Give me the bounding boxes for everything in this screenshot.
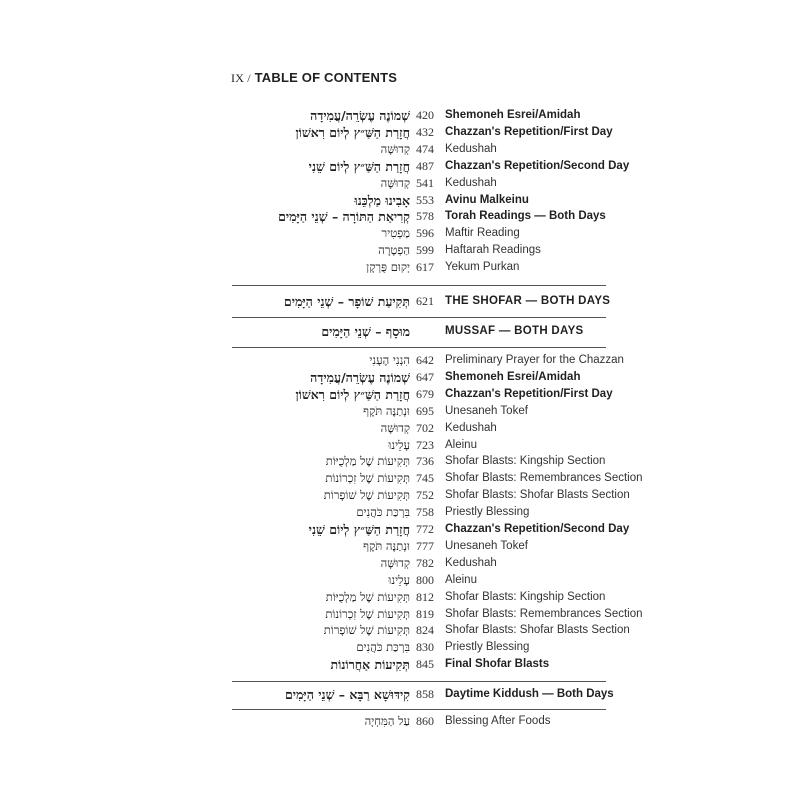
toc-entry <box>0 453 800 470</box>
english-title: Avinu Malkeinu <box>445 193 529 206</box>
toc-entry <box>0 386 800 403</box>
page-number: 782 <box>416 555 434 570</box>
english-title: Final Shofar Blasts <box>445 658 550 671</box>
page-number: 752 <box>416 488 434 503</box>
page-number: 553 <box>416 192 434 207</box>
page-number: 679 <box>416 386 434 401</box>
page-number: 695 <box>416 403 434 418</box>
hebrew-title: קְדוּשָּׁה <box>380 141 410 156</box>
hebrew-title: תְּקִיעוֹת שֶׁל שׁוֹפָרוֹת <box>323 488 410 503</box>
english-title: Shofar Blasts: Shofar Blasts Section <box>445 489 630 502</box>
hebrew-title: קְרִיאַת הַתּוֹרָה – שְׁנֵי הַיָּמִים <box>278 209 410 225</box>
hebrew-title: עַל הַמִּחְיָה <box>364 714 410 728</box>
english-title: Shofar Blasts: Remembrances Section <box>445 607 643 620</box>
toc-entry <box>0 403 800 420</box>
english-title: Unesaneh Tokef <box>445 404 528 417</box>
page-number: 599 <box>416 243 434 258</box>
hebrew-title: שְׁמוֹנֶה עֶשְׂרֵה/עֲמִידָה <box>310 108 410 123</box>
hebrew-title: קִידּוּשָׁא רַבָּא – שְׁנֵי הַיָּמִים <box>284 687 410 702</box>
english-title: Maftir Reading <box>445 227 520 240</box>
hebrew-title: וּנְתַנֶּה תֹּקֶף <box>363 403 410 418</box>
page-number: 642 <box>416 353 434 367</box>
hebrew-title: תְּקִיעוֹת שֶׁל זִכְרוֹנוֹת <box>325 471 410 486</box>
english-title: THE SHOFAR — BOTH DAYS <box>445 295 611 307</box>
page-number: 830 <box>416 640 434 655</box>
page-number: 758 <box>416 505 434 520</box>
page-number: 860 <box>416 714 434 728</box>
english-title: Chazzan's Repetition/Second Day <box>445 523 630 535</box>
english-title: Chazzan's Repetition/Second Day <box>445 159 630 172</box>
section-divider <box>232 709 606 710</box>
toc-entry <box>0 242 800 259</box>
hebrew-title: חֲזָרַת הַשַּׁ״ץ לְיוֹם שֵׁנִי <box>308 522 410 537</box>
page-number: 617 <box>416 260 434 275</box>
page-number: 723 <box>416 437 434 452</box>
toc-entry <box>0 175 800 192</box>
section-divider <box>232 317 606 318</box>
page-number: 432 <box>416 124 434 139</box>
english-title: Shemoneh Esrei/Amidah <box>445 370 581 383</box>
toc-entry <box>0 437 800 454</box>
toc-entry <box>0 259 800 276</box>
toc-entry <box>0 656 800 673</box>
toc-entry <box>0 141 800 158</box>
hebrew-title: חֲזָרַת הַשַּׁ״ץ לְיוֹם רִאשׁוֹן <box>295 124 410 140</box>
english-title: Aleinu <box>445 573 477 586</box>
page-title: TABLE OF CONTENTS <box>254 70 398 85</box>
toc-entry <box>0 124 800 141</box>
toc-entry <box>0 606 800 623</box>
english-title: Priestly Blessing <box>445 641 530 654</box>
english-title: Torah Readings — Both Days <box>445 210 606 223</box>
english-title: Kedushah <box>445 176 497 189</box>
page-number: 487 <box>416 158 434 173</box>
toc-entry <box>0 622 800 639</box>
toc-entry <box>0 369 800 386</box>
page-number: 800 <box>416 572 434 587</box>
english-title: Haftarah Readings <box>445 244 541 257</box>
hebrew-title: תְּקִיעוֹת שֶׁל זִכְרוֹנוֹת <box>325 606 410 621</box>
hebrew-title: תְּקִיעוֹת אַחֲרוֹנוֹת <box>330 657 410 673</box>
hebrew-title: אָבִינוּ מַלְכֵּנוּ <box>354 192 410 208</box>
toc-entry <box>0 352 800 369</box>
english-title: Shemoneh Esrei/Amidah <box>445 109 581 121</box>
toc-entry <box>0 323 800 340</box>
page-number: 736 <box>416 454 434 469</box>
toc-entry <box>0 293 800 310</box>
toc-entry <box>0 555 800 572</box>
english-title: Chazzan's Repetition/First Day <box>445 387 613 400</box>
english-title: Kedushah <box>445 421 497 434</box>
toc-entry <box>0 487 800 504</box>
section-divider <box>232 347 606 348</box>
english-title: Shofar Blasts: Remembrances Section <box>445 472 643 485</box>
page-number: 647 <box>416 369 434 384</box>
hebrew-title: הַפְטָרָה <box>378 243 410 258</box>
hebrew-title: קְדוּשָּׁה <box>380 175 410 190</box>
hebrew-title: בִּרְכַּת כֹּהֲנִים <box>356 505 410 520</box>
hebrew-title: הִנְנִי הֶעָנִי <box>369 353 410 367</box>
toc-entry <box>0 504 800 521</box>
english-title: Shofar Blasts: Shofar Blasts Section <box>445 624 630 637</box>
english-title: Preliminary Prayer for the Chazzan <box>445 354 624 366</box>
english-title: Unesaneh Tokef <box>445 539 528 552</box>
hebrew-title: עָלֵינוּ <box>388 572 410 587</box>
section-divider <box>232 681 606 682</box>
page-number: 420 <box>416 108 434 122</box>
english-title: Kedushah <box>445 142 497 155</box>
toc-entry <box>0 521 800 538</box>
hebrew-title: חֲזָרַת הַשַּׁ״ץ לְיוֹם רִאשׁוֹן <box>295 386 410 402</box>
english-title: Priestly Blessing <box>445 506 530 519</box>
toc-entry <box>0 686 800 703</box>
hebrew-title: קְדוּשָּׁה <box>380 555 410 570</box>
english-title: Chazzan's Repetition/First Day <box>445 125 613 138</box>
english-title: Shofar Blasts: Kingship Section <box>445 590 606 603</box>
toc-entry <box>0 107 800 124</box>
page-number: 745 <box>416 471 434 486</box>
hebrew-title: וּנְתַנֶּה תֹּקֶף <box>363 538 410 553</box>
hebrew-title: תְּקִיעוֹת שֶׁל שׁוֹפָרוֹת <box>323 623 410 638</box>
hebrew-title: מַפְטִיר <box>381 226 410 241</box>
hebrew-title: חֲזָרַת הַשַּׁ״ץ לְיוֹם שֵׁנִי <box>308 158 410 174</box>
english-title: Daytime Kiddush — Both Days <box>445 688 614 700</box>
hebrew-title: מוּסָף – שְׁנֵי הַיָּמִים <box>321 324 410 339</box>
page-header <box>231 70 397 86</box>
page-number: 596 <box>416 226 434 241</box>
hebrew-title: יְקוּם פֻּרְקָן <box>366 260 410 275</box>
toc-entry <box>0 538 800 555</box>
page-number: 772 <box>416 522 434 536</box>
toc-entry <box>0 420 800 437</box>
hebrew-title: תְּקִיעוֹת שֶׁל מַלְכֻיּוֹת <box>325 589 410 604</box>
english-title: Aleinu <box>445 438 477 451</box>
page-number: 702 <box>416 420 434 435</box>
english-title: Blessing After Foods <box>445 715 551 727</box>
english-title: Yekum Purkan <box>445 261 520 274</box>
hebrew-title: תְּקִיעוֹת שֶׁל מַלְכֻיּוֹת <box>325 454 410 469</box>
page-number: 824 <box>416 623 434 638</box>
hebrew-title: שְׁמוֹנֶה עֶשְׂרֵה/עֲמִידָה <box>310 369 410 385</box>
page-numeral: IX / <box>231 71 251 85</box>
english-title: Shofar Blasts: Kingship Section <box>445 455 606 468</box>
toc-entry <box>0 192 800 209</box>
page-number: 812 <box>416 589 434 604</box>
toc-entry <box>0 470 800 487</box>
hebrew-title: תְּקִיעַת שׁוֹפָר – שְׁנֵי הַיָּמִים <box>283 294 410 309</box>
hebrew-title: בִּרְכַּת כֹּהֲנִים <box>356 640 410 655</box>
page-number: 621 <box>416 294 434 308</box>
page-number: 858 <box>416 687 434 701</box>
toc-entry <box>0 225 800 242</box>
toc-entry <box>0 639 800 656</box>
hebrew-title: עָלֵינוּ <box>388 437 410 452</box>
page-number: 578 <box>416 209 434 224</box>
hebrew-title: קְדוּשָּׁה <box>380 420 410 435</box>
english-title: Kedushah <box>445 556 497 569</box>
english-title: MUSSAF — BOTH DAYS <box>445 325 584 337</box>
toc-entry <box>0 572 800 589</box>
page-number: 474 <box>416 141 434 156</box>
toc-entry <box>0 158 800 175</box>
page-number: 845 <box>416 657 434 672</box>
page-number: 819 <box>416 606 434 621</box>
toc-entry <box>0 589 800 606</box>
page-number: 777 <box>416 538 434 553</box>
page-number: 541 <box>416 175 434 190</box>
toc-entry <box>0 208 800 225</box>
toc-entry <box>0 713 800 730</box>
section-divider <box>232 285 606 286</box>
